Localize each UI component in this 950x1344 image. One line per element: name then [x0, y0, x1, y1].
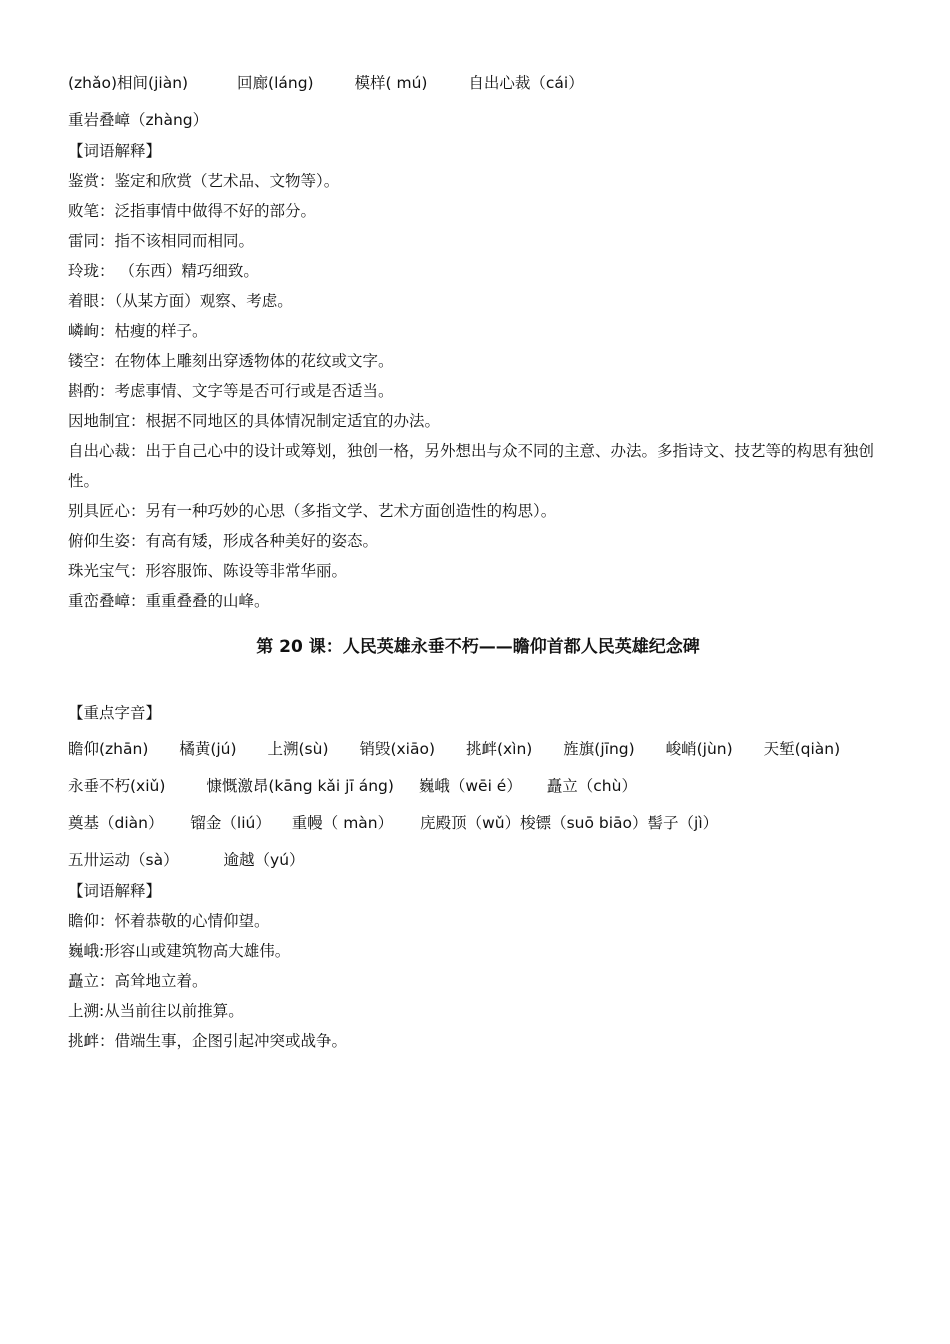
pinyin-item: 巍峨（wēi é）	[418, 777, 522, 795]
definition: 着眼：（从某方面）观察、考虑。	[68, 292, 293, 310]
definition-list	[68, 906, 888, 1056]
pinyin-item: 回廊(láng)	[237, 74, 314, 92]
definition: 珠光宝气：形容服饰、陈设等非常华丽。	[68, 562, 348, 580]
pinyin-item: (zhǎo)相间(jiàn)	[68, 74, 189, 92]
definition: 别具匠心：另有一种巧妙的心思（多指文学、艺术方面创造性的构思）。	[68, 502, 557, 520]
definition: 俯仰生姿：有高有矮，形成各种美好的姿态。	[68, 532, 379, 550]
vocab-header: 【词语解释】	[68, 142, 162, 160]
lesson-title: 第 20 课：人民英雄永垂不朽——瞻仰首都人民英雄纪念碑	[256, 637, 700, 657]
definition: 挑衅：借端生事，企图引起冲突或战争。	[68, 1032, 348, 1050]
definition: 自出心裁：出于自己心中的设计或筹划，独创一格，另外想出与众不同的主意、办法。多指诗文、技艺等的构思有独创性。	[68, 442, 875, 490]
pinyin-item: 挑衅(xìn)	[465, 740, 533, 758]
pinyin-row	[68, 62, 888, 99]
pinyin-row	[68, 99, 888, 136]
pinyin-row	[68, 802, 888, 839]
pinyin-item: 旌旗(jīng)	[563, 740, 635, 758]
pinyin-row	[68, 765, 888, 802]
definition: 重峦叠嶂：重重叠叠的山峰。	[68, 592, 270, 610]
pinyin-row	[68, 839, 888, 876]
pinyin-item: 奠基（diàn）	[68, 814, 164, 832]
pinyin-row	[68, 728, 888, 765]
pinyin-item: 慷慨激昂(kāng kǎi jī áng)	[206, 777, 394, 795]
pinyin-item: 永垂不朽(xiǔ)	[68, 777, 166, 795]
definition: 镂空：在物体上雕刻出穿透物体的花纹或文字。	[68, 352, 394, 370]
definition: 败笔：泛指事情中做得不好的部分。	[68, 202, 317, 220]
pinyin-item: 上溯(sù)	[267, 740, 329, 758]
pinyin-item: 天堑(qiàn)	[763, 740, 841, 758]
definition: 鉴赏：鉴定和欣赏（艺术品、文物等）。	[68, 172, 340, 190]
pinyin-item: 矗立（chù）	[546, 777, 637, 795]
pinyin-item: 销毁(xiāo)	[359, 740, 435, 758]
pinyin-item: 瞻仰(zhān)	[68, 740, 149, 758]
definition: 巍峨:形容山或建筑物高大雄伟。	[68, 942, 291, 960]
definition: 雷同：指不该相同而相同。	[68, 232, 255, 250]
definition: 斟酌：考虑事情、文字等是否可行或是否适当。	[68, 382, 394, 400]
pinyin-item: 峻峭(jùn)	[665, 740, 733, 758]
pinyin-item: 橘黄(jú)	[179, 740, 237, 758]
definition: 矗立：高耸地立着。	[68, 972, 208, 990]
document-page	[68, 62, 888, 1056]
pinyin-item: 重幔（ màn）	[291, 814, 394, 832]
definition: 嶙峋：枯瘦的样子。	[68, 322, 208, 340]
pinyin-item: 庑殿顶（wǔ）梭镖（suō biāo）髻子（jì）	[420, 814, 719, 832]
pinyin-item: 逾越（yú）	[223, 851, 305, 869]
pinyin-item: 模样( mú)	[354, 74, 428, 92]
definition: 上溯:从当前往以前推算。	[68, 1002, 244, 1020]
definition-list	[68, 166, 888, 616]
vocab-header: 【词语解释】	[68, 882, 162, 900]
pinyin-item: 镏金（liú）	[190, 814, 271, 832]
definition: 瞻仰：怀着恭敬的心情仰望。	[68, 912, 270, 930]
definition: 玲珑： （东西）精巧细致。	[68, 262, 259, 280]
definition: 因地制宜：根据不同地区的具体情况制定适宜的办法。	[68, 412, 441, 430]
pinyin-item: 重岩叠嶂（zhàng）	[68, 111, 209, 129]
pinyin-item: 自出心裁（cái）	[468, 74, 584, 92]
pinyin-item: 五卅运动（sà）	[68, 851, 179, 869]
pronunciation-header: 【重点字音】	[68, 704, 162, 722]
